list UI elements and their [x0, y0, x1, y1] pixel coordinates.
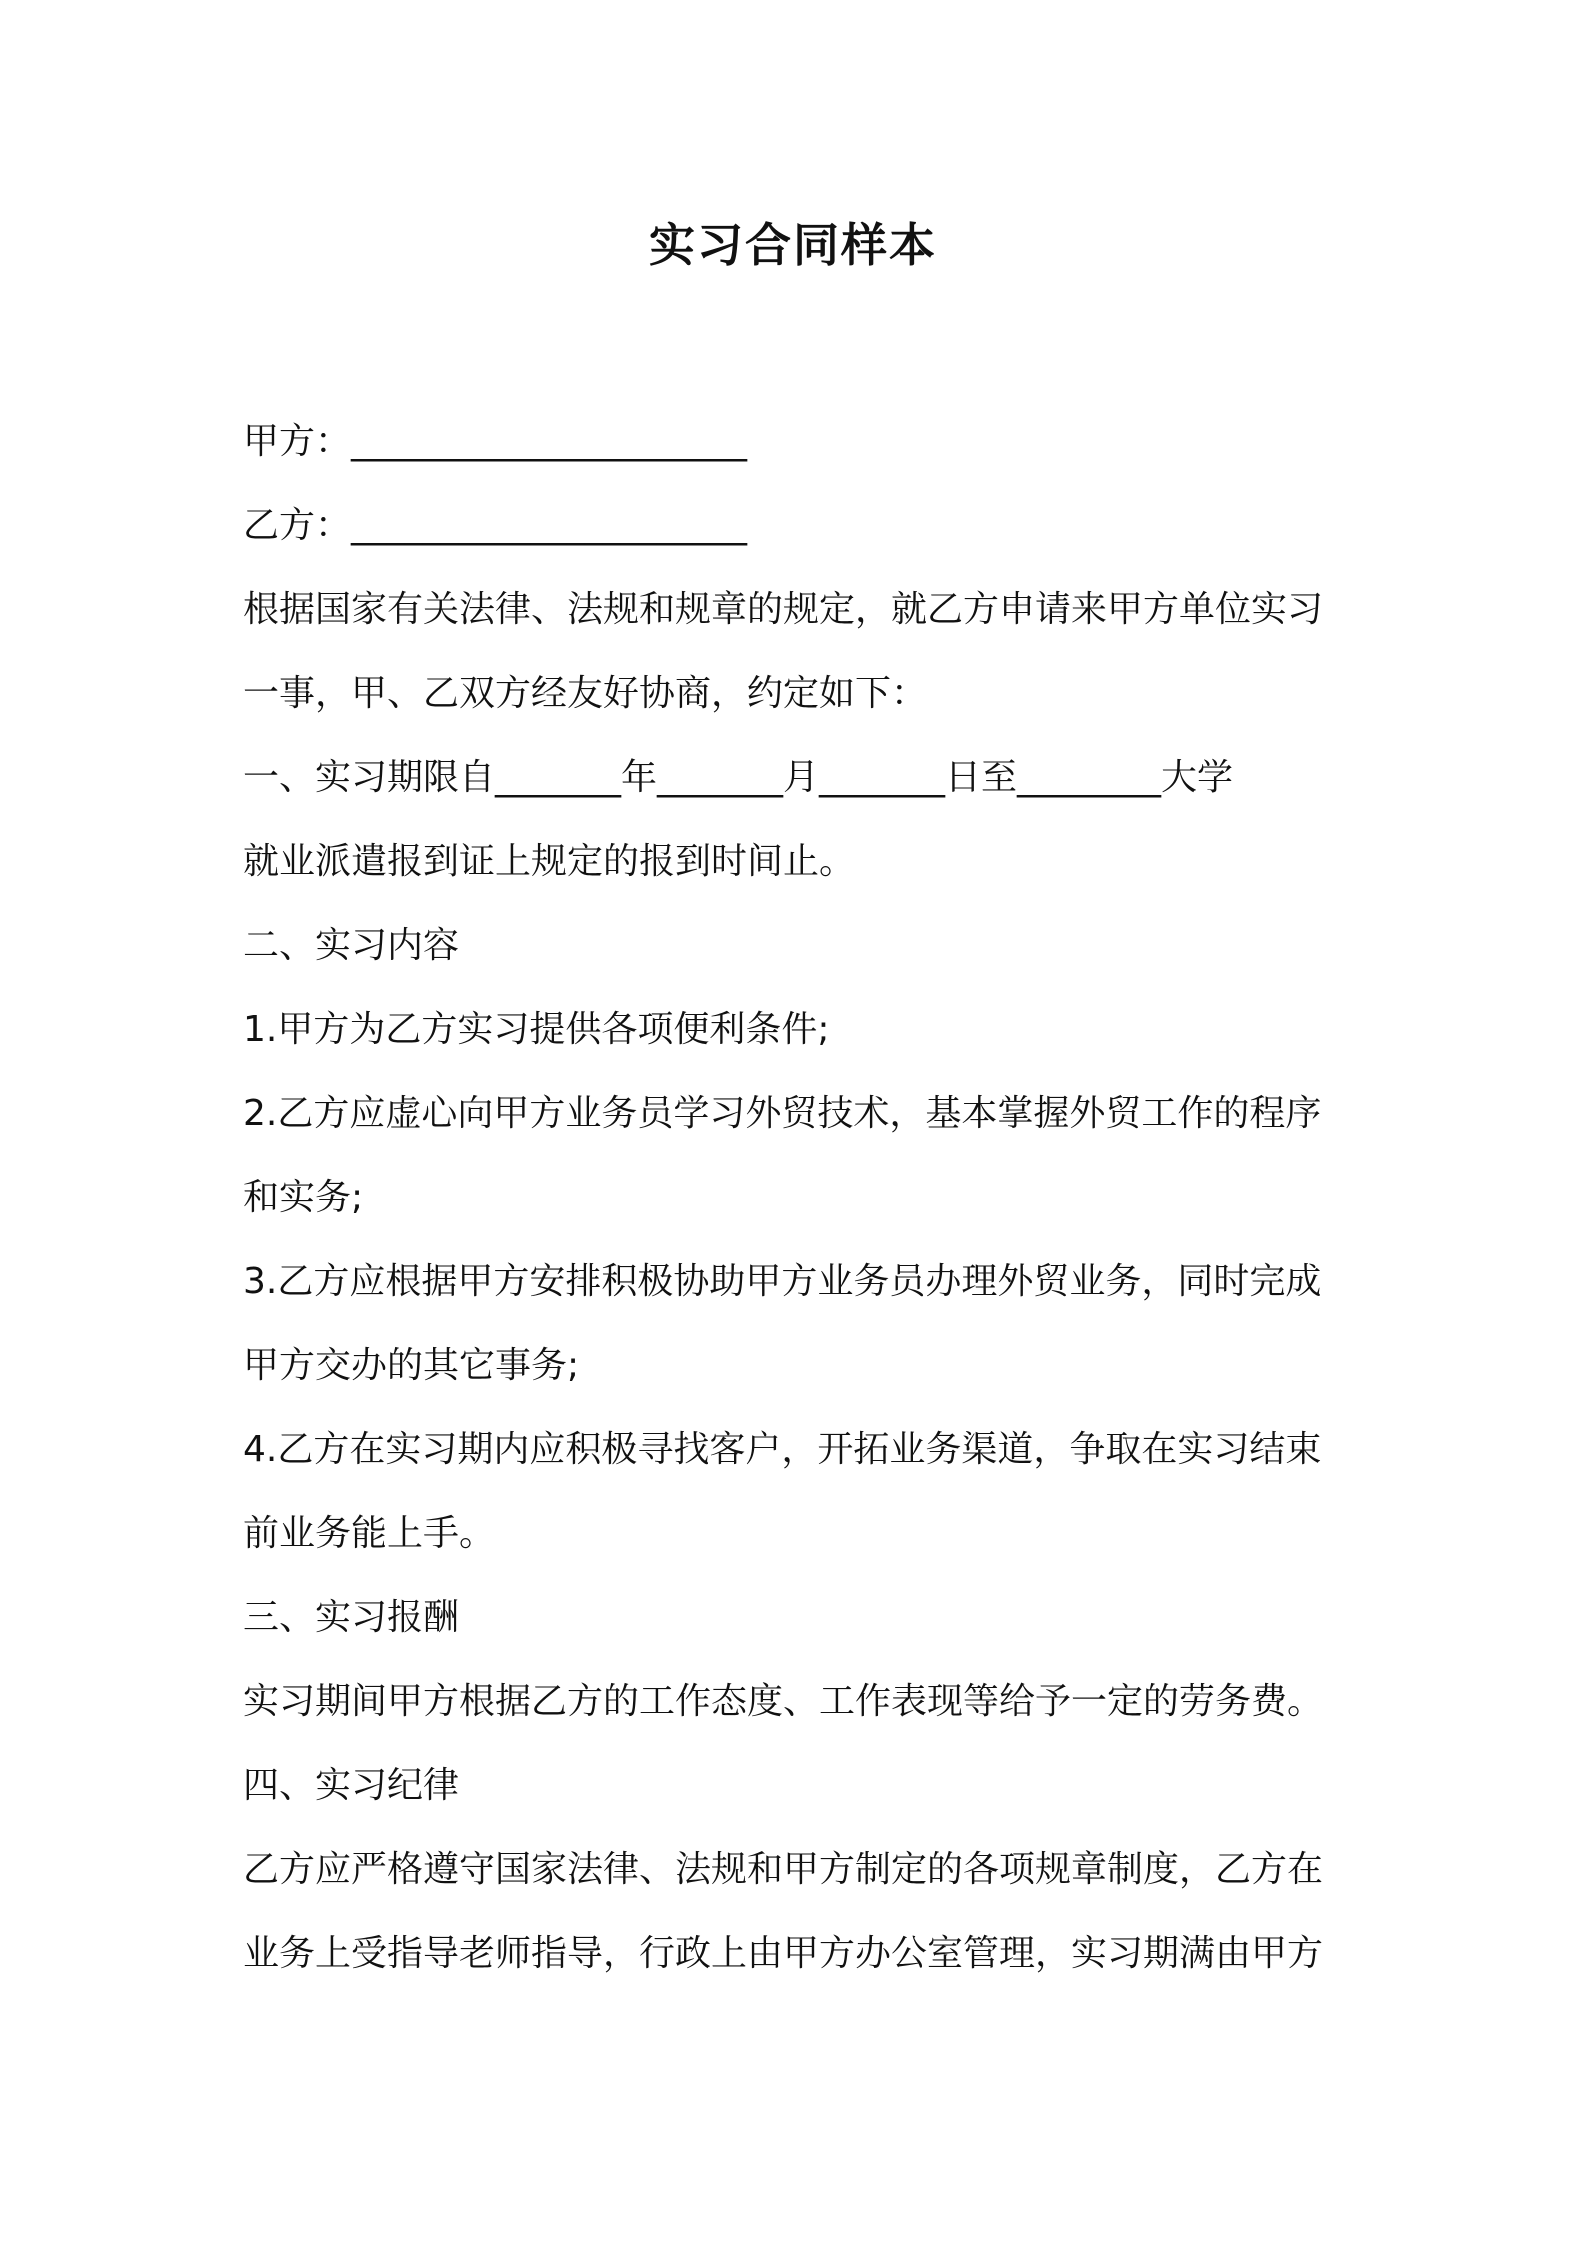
- section-4-paragraph: [243, 1828, 1363, 1996]
- page-title: 实习合同样本: [649, 218, 937, 272]
- section-2-item-1: [243, 988, 1363, 1072]
- party-b-blank: ______________________: [351, 505, 748, 546]
- section-2-item-2: [243, 1072, 1363, 1240]
- party-a-line: [243, 400, 1363, 484]
- section-1-paragraph: [243, 736, 1363, 904]
- section-2-heading: 二、实习内容: [243, 925, 460, 966]
- section-4-heading: 四、实习纪律: [243, 1765, 460, 1806]
- party-b-line: [243, 484, 1363, 568]
- section-4-line: 业务上受指导老师指导，行政上由甲方办公室管理，实习期满由甲方: [243, 1933, 1324, 1974]
- section-2-item-3: [243, 1240, 1363, 1408]
- section-4-line: 乙方应严格遵守国家法律、法规和甲方制定的各项规章制度，乙方在: [243, 1849, 1324, 1890]
- section-2-item-line: 2.乙方应虚心向甲方业务员学习外贸技术，基本掌握外贸工作的程序: [243, 1093, 1322, 1134]
- party-a-blank: ______________________: [351, 421, 748, 462]
- section-3-heading: 三、实习报酬: [243, 1597, 460, 1638]
- contract-body: [243, 400, 1363, 1996]
- section-2-item-line: 1.甲方为乙方实习提供各项便利条件;: [243, 1009, 830, 1050]
- intro-line: 一事，甲、乙双方经友好协商，约定如下：: [243, 673, 928, 714]
- intro-paragraph: [243, 568, 1363, 736]
- section-1-line: 就业派遣报到证上规定的报到时间止。: [243, 841, 856, 882]
- party-a-label: 甲方：: [243, 421, 352, 462]
- intro-line: 根据国家有关法律、法规和规章的规定，就乙方申请来甲方单位实习: [243, 589, 1324, 630]
- section-3-text: 实习期间甲方根据乙方的工作态度、工作表现等给予一定的劳务费。: [243, 1681, 1324, 1722]
- section-2-item-line: 甲方交办的其它事务;: [243, 1345, 580, 1386]
- section-2-item-line: 前业务能上手。: [243, 1513, 496, 1554]
- section-2-item-4: [243, 1408, 1363, 1576]
- party-b-label: 乙方：: [243, 505, 352, 546]
- section-2-item-line: 和实务;: [243, 1177, 364, 1218]
- section-2-item-line: 3.乙方应根据甲方安排积极协助甲方业务员办理外贸业务，同时完成: [243, 1261, 1322, 1302]
- section-2-item-line: 4.乙方在实习期内应积极寻找客户，开拓业务渠道，争取在实习结束: [243, 1429, 1322, 1470]
- section-1-line: 一、实习期限自_______年_______月_______日至________大学: [243, 757, 1234, 798]
